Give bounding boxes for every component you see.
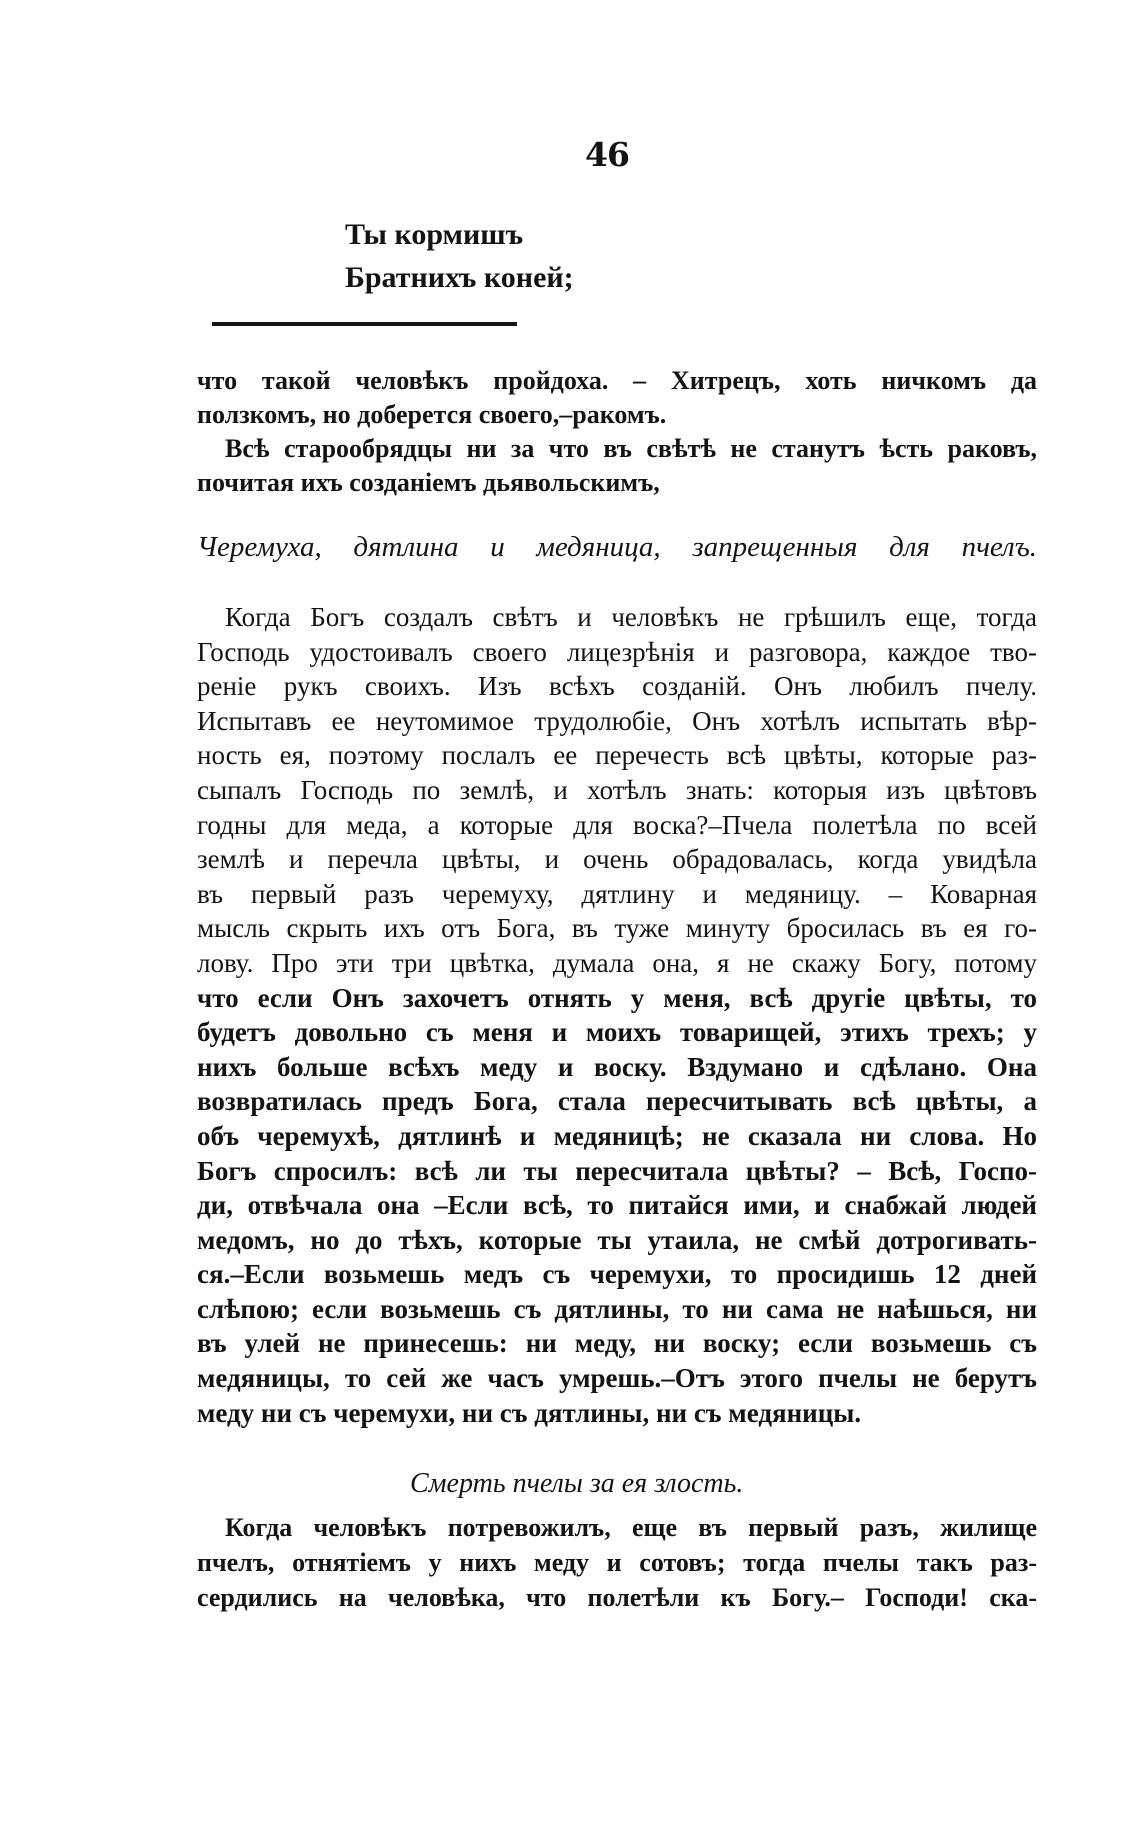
page-number: 46 [585, 135, 629, 174]
section-heading: Черемуха, дятлина и медяница, запрещенныя для пчелъ. [197, 531, 1037, 563]
text-line: пчелъ, отнятіемъ у нихъ меду и сотовъ; тогда пчелы такъ раз- [197, 1548, 1037, 1577]
text-line: меду ни съ черемухи, ни съ дятлины, ни съ медяницы. [197, 1397, 862, 1428]
text-line: сыпалъ Господь по землѣ, и хотѣлъ знать: которыя изъ цвѣтовъ [197, 774, 1037, 805]
text-line: Когда Богъ создалъ свѣтъ и человѣкъ не грѣшилъ еще, тогда [225, 602, 1037, 632]
text-line: въ первый разъ черемуху, дятлину и медяницу. – Коварная [197, 878, 1037, 909]
text-line: почитая ихъ созданіемъ дьявольскимъ, [197, 468, 660, 497]
text-line: Когда человѣкъ потревожилъ, еще въ первый разъ, жилище [225, 1513, 1037, 1542]
text-line: объ черемухѣ, дятлинѣ и медяницѣ; не сказала ни слова. Но [197, 1120, 1037, 1151]
section-divider [212, 322, 517, 326]
text-line: землѣ и перечла цвѣты, и очень обрадовалась, когда увидѣла [197, 844, 1037, 875]
text-line: годны для меда, а которые для воска?–Пчела полетѣла по всей [197, 809, 1037, 840]
text-line: Испытавъ ее неутомимое трудолюбіе, Онъ хотѣлъ испытать вѣр- [197, 705, 1037, 736]
text-line: что такой человѣкъ пройдоха. – Хитрецъ, хоть ничкомъ да [197, 366, 1037, 395]
text-line: ползкомъ, но доберется своего,–ракомъ. [197, 400, 667, 429]
text-line: реніе рукъ своихъ. Изъ всѣхъ созданій. Онъ любилъ пчелу. [197, 671, 1037, 702]
text-line: ся.–Если возьмешь медъ съ черемухи, то просидишь 12 дней [197, 1259, 1037, 1290]
text-line: Богъ спросилъ: всѣ ли ты пересчитала цвѣты? – Всѣ, Госпо- [197, 1155, 1037, 1186]
paragraph-ending [197, 364, 1037, 500]
text-line: лову. Про эти три цвѣтка, думала она, я не скажу Богу, потому [197, 947, 1037, 978]
section-heading: Смерть пчелы за ея злость. [410, 1468, 744, 1499]
text-line: ность ея, поэтому послалъ ее перечесть всѣ цвѣты, которые раз- [197, 740, 1037, 771]
body-paragraph [197, 1510, 1037, 1615]
body-paragraph [197, 600, 1037, 1430]
text-line: медомъ, но до тѣхъ, которые ты утаила, не смѣй дотрогивать- [197, 1224, 1037, 1255]
text-line: Всѣ старообрядцы ни за что въ свѣтѣ не станутъ ѣсть раковъ, [225, 434, 1037, 463]
verse-line: Братнихъ коней; [345, 261, 574, 294]
text-line: ди, отвѣчала она –Если всѣ, то питайся ими, и снабжай людей [197, 1190, 1037, 1221]
text-line: медяницы, то сей же часъ умрешь.–Отъ этого пчелы не берутъ [197, 1363, 1037, 1394]
text-line: возвратилась предъ Бога, стала пересчитывать всѣ цвѣты, а [197, 1086, 1037, 1117]
verse-line: Ты кормишъ [345, 218, 524, 251]
text-line: что если Онъ захочетъ отнять у меня, всѣ другіе цвѣты, то [197, 982, 1037, 1013]
text-line: Господь удостоивалъ своего лицезрѣнія и разговора, каждое тво- [197, 636, 1037, 667]
text-line: будетъ довольно съ меня и моихъ товарищей, этихъ трехъ; у [197, 1017, 1037, 1048]
text-line: сердились на человѣка, что полетѣли къ Богу.– Господи! ска- [197, 1583, 1037, 1612]
text-line: въ улей не принесешь: ни меду, ни воску; если возьмешь съ [197, 1328, 1037, 1359]
text-line: слѣпою; если возьмешь съ дятлины, то ни сама не наѣшься, ни [197, 1293, 1037, 1324]
text-line: нихъ больше всѣхъ меду и воску. Вздумано и сдѣлано. Она [197, 1051, 1037, 1082]
verse-fragment [345, 213, 905, 299]
text-line: мысль скрыть ихъ отъ Бога, въ туже минуту бросилась въ ея го- [197, 913, 1037, 944]
